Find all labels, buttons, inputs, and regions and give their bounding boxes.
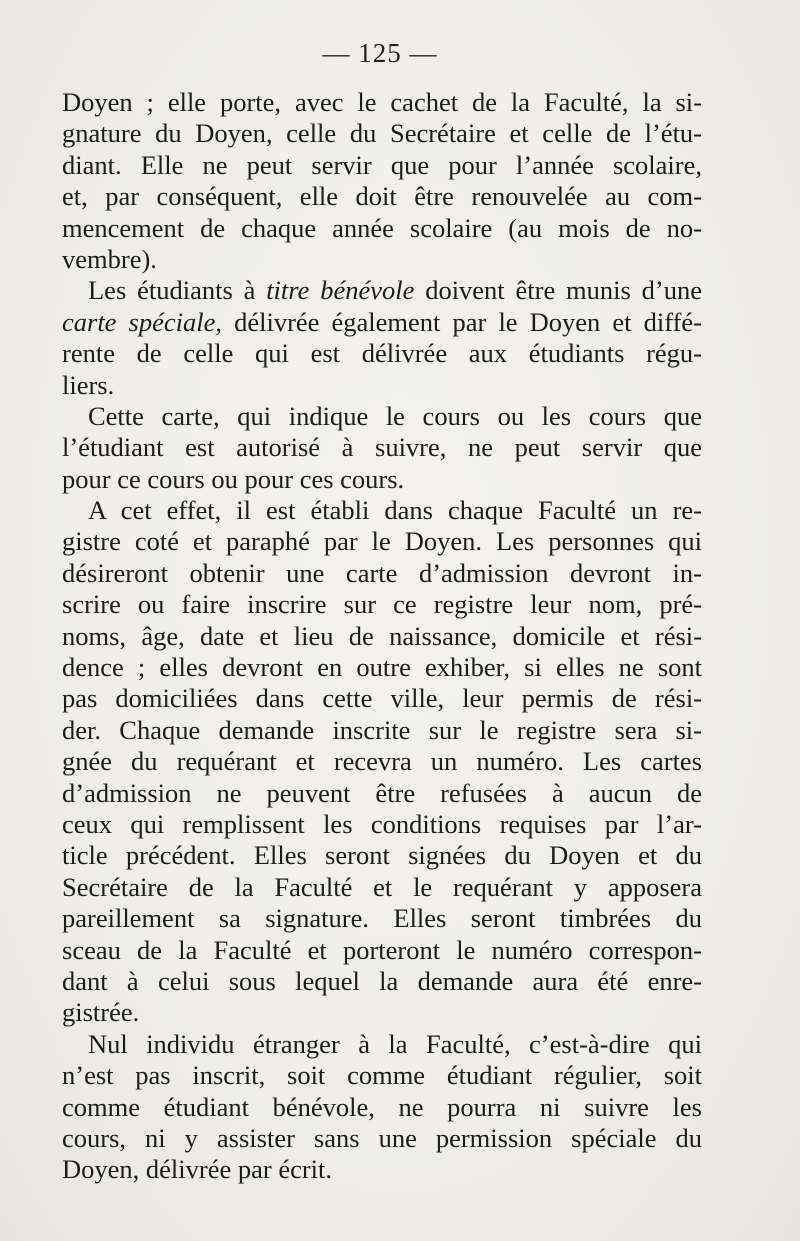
text-line: d’admission ne peuvent être refusées à aucun de xyxy=(62,777,702,808)
text-line: pareillement sa signature. Elles seront timbrées du xyxy=(62,903,702,934)
text-line: ceux qui remplissent les conditions requises par l’ar- xyxy=(62,808,702,839)
text-line: n’est pas inscrit, soit comme étudiant régulier, soit xyxy=(62,1060,702,1091)
text-line: diant. Elle ne peut servir que pour l’année scolaire, xyxy=(62,149,702,180)
text-line: Cette carte, qui indique le cours ou les cours que xyxy=(88,400,702,431)
text-line: liers. xyxy=(62,369,115,400)
text-line: cours, ni y assister sans une permission spéciale du xyxy=(62,1122,702,1153)
text-line: gistre coté et paraphé par le Doyen. Les personnes qui xyxy=(62,526,702,557)
text-line: Doyen, délivrée par écrit. xyxy=(62,1154,333,1185)
text-line: scrire ou faire inscrire sur ce registre leur nom, pré- xyxy=(62,589,702,620)
text-line: sceau de la Faculté et porteront le numéro correspon- xyxy=(62,934,702,965)
text-line: l’étudiant est autorisé à suivre, ne peut servir que xyxy=(62,432,702,463)
text-line: vembre). xyxy=(62,243,157,274)
text-line: dant à celui sous lequel la demande aura été enre- xyxy=(62,965,702,996)
text-line: dence ; elles devront en outre exhiber, si elles ne sont xyxy=(62,652,702,683)
text-line: et, par conséquent, elle doit être renouvelée au com- xyxy=(62,181,702,212)
text-line: noms, âge, date et lieu de naissance, domicile et rési- xyxy=(62,620,702,651)
text-line: comme étudiant bénévole, ne pourra ni suivre les xyxy=(62,1091,702,1122)
italic-phrase: titre bénévole xyxy=(266,275,415,306)
line-segment: délivrée également par le Doyen et diffé- xyxy=(222,306,702,337)
text-line xyxy=(62,275,702,306)
text-line: gnée du requérant et recevra un numéro. Les cartes xyxy=(62,746,702,777)
body-text xyxy=(62,87,702,1186)
text-line: der. Chaque demande inscrite sur le registre sera si- xyxy=(62,714,702,745)
text-line: désireront obtenir une carte d’admission devront in- xyxy=(62,557,702,588)
text-line: ticle précédent. Elles seront signées du Doyen et du xyxy=(62,840,702,871)
italic-phrase: carte spéciale, xyxy=(62,306,222,337)
text-line: gnature du Doyen, celle du Secrétaire et celle de l’étu- xyxy=(62,118,702,149)
text-line: mencement de chaque année scolaire (au mois de no- xyxy=(62,212,702,243)
page-number-header: — 125 — xyxy=(322,38,438,68)
line-segment: doivent être munis d’une xyxy=(414,275,702,306)
text-line: rente de celle qui est délivrée aux étudiants régu- xyxy=(62,338,702,369)
text-line: Nul individu étranger à la Faculté, c’est-à-dire qui xyxy=(88,1028,702,1059)
text-line xyxy=(62,307,702,338)
text-line: Secrétaire de la Faculté et le requérant y apposera xyxy=(62,871,702,902)
text-line: pour ce cours ou pour ces cours. xyxy=(62,463,405,494)
text-line: gistrée. xyxy=(62,997,140,1028)
text-line: pas domiciliées dans cette ville, leur permis de rési- xyxy=(62,683,702,714)
line-segment: Les étudiants à xyxy=(88,275,267,306)
text-line: A cet effet, il est établi dans chaque Faculté un re- xyxy=(88,495,702,526)
text-line: Doyen ; elle porte, avec le cachet de la Faculté, la si- xyxy=(62,87,702,117)
